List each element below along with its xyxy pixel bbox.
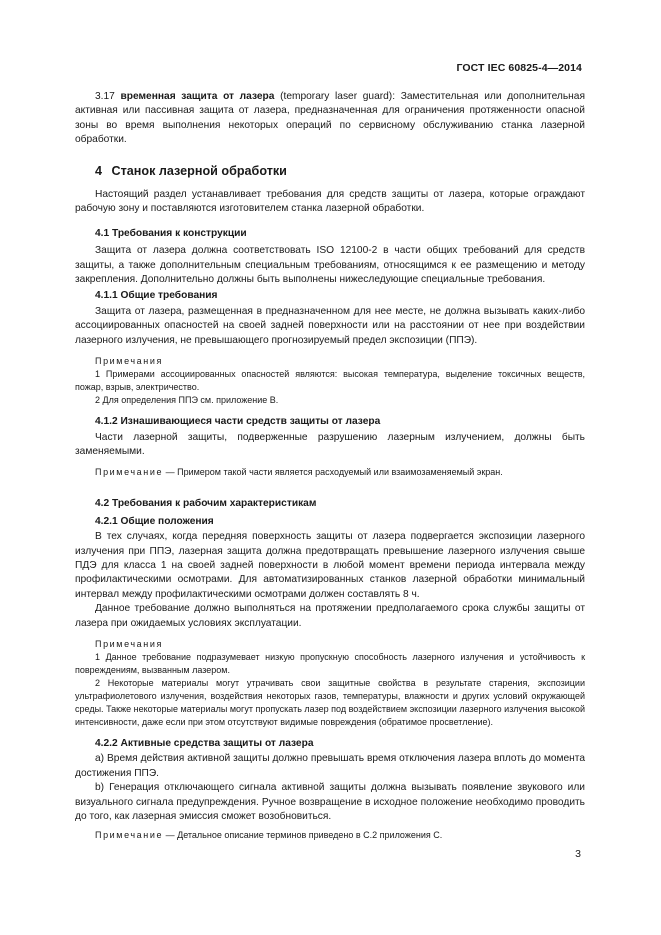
note-4-1-1-2: 2 Для определения ППЭ см. приложение В. [95, 395, 279, 406]
item-a: a) Время действия активной защиты должно превышать время отключения лазера вплоть до момента достижения ППЭ. [75, 753, 585, 779]
notes-label-4-1-1: Примечания [95, 356, 163, 367]
page-content [75, 90, 585, 842]
page-number: 3 [575, 848, 581, 860]
text-4-2-1-b: Данное требование должно выполняться на протяжении предполагаемого срока службы защиты от лазера при ожидаемых условиях эксплуатации. [75, 603, 585, 629]
note-4-2-2 [75, 829, 585, 842]
text-4-1-2: Части лазерной защиты, подверженные разрушению лазерным излучением, должны быть заменяемыми. [75, 431, 585, 457]
text-4-1: Защита от лазера должна соответствовать ISO 12100-2 в части общих требований для средств защиты, а также дополнительным специальным требованиям, относящимся к ее размещению и методу закрепления. Дополнительно должны быть выполнены нижеследующие специальные требования. [75, 245, 585, 286]
heading-4-2-1: 4.2.1 Общие положения [95, 515, 214, 527]
note-label: Примечание [95, 830, 164, 841]
heading-4-2-2: 4.2.2 Активные средства защиты от лазера [95, 737, 314, 749]
heading-4-1: 4.1 Требования к конструкции [95, 227, 247, 239]
note-text: — Примером такой части является расходуемый или взаимозаменяемый экран. [163, 467, 503, 478]
note-4-1-1-1: 1 Примерами ассоциированных опасностей являются: высокая температура, выделение токсичных веществ, пожар, взрыв, электричество. [75, 369, 585, 393]
heading-4-2: 4.2 Требования к рабочим характеристикам [95, 498, 317, 510]
section-4-intro: Настоящий раздел устанавливает требования для средств защиты от лазера, которые ограждают рабочую зону и поставляются изготовителем станка лазерной обработки. [75, 189, 585, 215]
section-title-text: Станок лазерной обработки [111, 163, 287, 178]
term-name: временная защита от лазера [120, 91, 275, 102]
section-number: 4 [95, 163, 103, 178]
item-b: b) Генерация отключающего сигнала активной защиты должна вызывать появление звукового или визуального сигнала предупреждения. Ручное возвращение в исходное положение необходимо проводить до того, как лазерная эмиссия сможет возобновиться. [75, 782, 585, 822]
note-4-2-1-2: 2 Некоторые материалы могут утрачивать свои защитные свойства в результате старения, экспозиции ультрафиолетового излучения, воздействия некоторых газов, температуры, влажности и других условий окружающей среды. Также некоторые материалы могут пропускать лазер под воздействием экспозиции лазерного излучения высокой интенсивности, даже если при этом отсутствуют видимые повреждения (обратимое просветление). [75, 677, 585, 727]
note-4-2-1-1: 1 Данное требование подразумевает низкую пропускную способность лазерного излучения и устойчивость к повреждениям, вызванным лазером. [75, 651, 585, 675]
notes-label-4-2-1: Примечания [95, 638, 163, 649]
note-4-1-2 [75, 466, 585, 479]
section-4-title [75, 164, 585, 178]
text-4-1-1: Защита от лазера, размещенная в предназначенном для нее месте, не должна вызывать каких-либо ассоциированных опасностей на своей задней поверхности или на расстоянии от нее при воздействии лазерного излучения, не превышающего прогнозируемый предел экспозиции (ППЭ). [75, 305, 585, 346]
heading-4-1-2: 4.1.2 Изнашивающиеся части средств защиты от лазера [95, 416, 381, 428]
clause-3-17 [75, 90, 585, 148]
note-text: — Детальное описание терминов приведено в С.2 приложения С. [163, 830, 443, 841]
note-label: Примечание [95, 467, 164, 478]
term-definition: (temporary laser guard): Заместительная или дополнительная активная или пассивная защита от лазера, предназначенная для ограничения протяженности опасной зоны во время выполнения некоторых операций по сервисному обслуживанию станка лазерной обработки. [75, 91, 585, 146]
clause-number: 3.17 [95, 91, 115, 102]
standard-header: ГОСТ IEC 60825-4—2014 [456, 62, 582, 74]
heading-4-1-1: 4.1.1 Общие требования [95, 290, 218, 302]
text-4-2-1-a: В тех случаях, когда передняя поверхность защиты от лазера подвергается экспозиции лазерного излучения при ППЭ, лазерная защита должна предотвращать превышение лазерного излучения свыше ПДЭ для класса 1 на своей задней поверхности в любой момент времени периода интервала между профилактическими осмотрами. Для автоматизированных станков лазерной обработки минимальный интервал между профилактическими осмотрами должен составлять 8 ч. [75, 531, 585, 600]
